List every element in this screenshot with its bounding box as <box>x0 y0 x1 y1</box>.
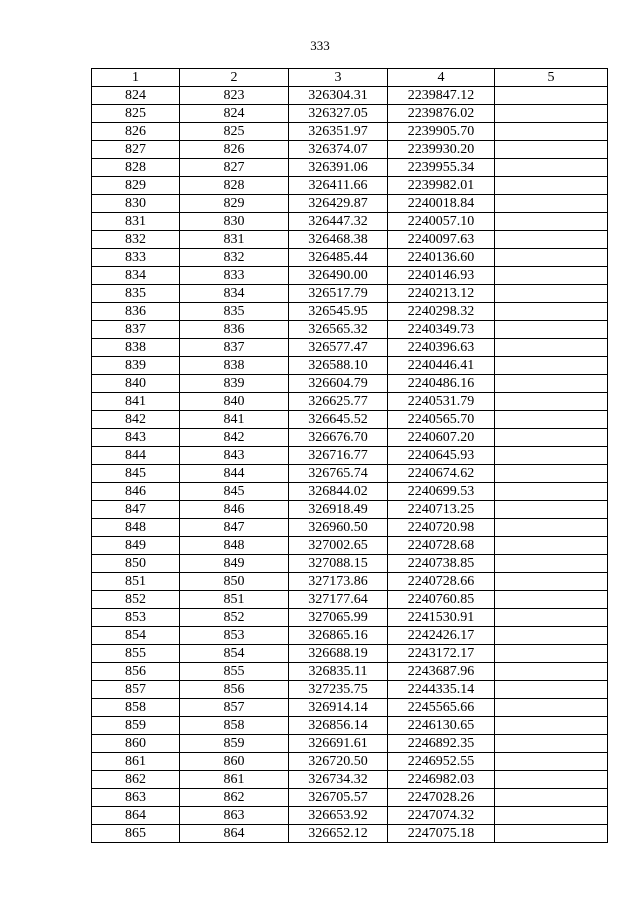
table-cell-col-2: 860 <box>180 753 289 771</box>
table-cell-col-4: 2240760.85 <box>388 591 495 609</box>
table-row <box>92 699 608 717</box>
table-cell-col-2: 826 <box>180 141 289 159</box>
table-cell-col-1: 862 <box>92 771 180 789</box>
table-cell-col-1: 826 <box>92 123 180 141</box>
table-cell-col-1: 840 <box>92 375 180 393</box>
table-cell-col-5 <box>495 231 608 249</box>
table-cell-col-2: 855 <box>180 663 289 681</box>
table-cell-col-5 <box>495 447 608 465</box>
column-header-5: 5 <box>495 69 608 87</box>
table-cell-col-2: 852 <box>180 609 289 627</box>
table-cell-col-4: 2240446.41 <box>388 357 495 375</box>
table-cell-col-2: 827 <box>180 159 289 177</box>
table-row <box>92 717 608 735</box>
table-cell-col-1: 828 <box>92 159 180 177</box>
table-cell-col-5 <box>495 537 608 555</box>
table-row <box>92 177 608 195</box>
table-cell-col-5 <box>495 303 608 321</box>
table-cell-col-3: 326429.87 <box>289 195 388 213</box>
table-cell-col-4: 2246982.03 <box>388 771 495 789</box>
table-cell-col-2: 845 <box>180 483 289 501</box>
table-cell-col-1: 831 <box>92 213 180 231</box>
table-cell-col-3: 326835.11 <box>289 663 388 681</box>
table-cell-col-3: 327173.86 <box>289 573 388 591</box>
table-cell-col-3: 326688.19 <box>289 645 388 663</box>
table-cell-col-2: 846 <box>180 501 289 519</box>
table-cell-col-4: 2240738.85 <box>388 555 495 573</box>
table-cell-col-5 <box>495 249 608 267</box>
table-cell-col-4: 2240097.63 <box>388 231 495 249</box>
table-cell-col-4: 2240531.79 <box>388 393 495 411</box>
table-cell-col-4: 2246130.65 <box>388 717 495 735</box>
table-cell-col-2: 853 <box>180 627 289 645</box>
table-cell-col-1: 842 <box>92 411 180 429</box>
table-cell-col-5 <box>495 87 608 105</box>
table-cell-col-3: 326960.50 <box>289 519 388 537</box>
table-cell-col-3: 326716.77 <box>289 447 388 465</box>
coordinates-table <box>91 68 608 843</box>
table-row <box>92 591 608 609</box>
table-cell-col-3: 326653.92 <box>289 807 388 825</box>
table-cell-col-5 <box>495 555 608 573</box>
table-row <box>92 465 608 483</box>
table-cell-col-4: 2240349.73 <box>388 321 495 339</box>
table-row <box>92 195 608 213</box>
table-row <box>92 267 608 285</box>
table-row <box>92 411 608 429</box>
table-cell-col-2: 823 <box>180 87 289 105</box>
table-cell-col-2: 829 <box>180 195 289 213</box>
table-cell-col-1: 865 <box>92 825 180 843</box>
table-cell-col-1: 843 <box>92 429 180 447</box>
table-cell-col-1: 825 <box>92 105 180 123</box>
table-cell-col-4: 2239982.01 <box>388 177 495 195</box>
table-cell-col-5 <box>495 321 608 339</box>
table-cell-col-5 <box>495 195 608 213</box>
table-cell-col-2: 857 <box>180 699 289 717</box>
table-row <box>92 87 608 105</box>
table-cell-col-2: 824 <box>180 105 289 123</box>
table-row <box>92 429 608 447</box>
table-cell-col-1: 829 <box>92 177 180 195</box>
table-cell-col-3: 326676.70 <box>289 429 388 447</box>
table-row <box>92 519 608 537</box>
table-cell-col-2: 828 <box>180 177 289 195</box>
table-row <box>92 663 608 681</box>
column-header-3: 3 <box>289 69 388 87</box>
table-cell-col-2: 847 <box>180 519 289 537</box>
table-cell-col-5 <box>495 357 608 375</box>
table-cell-col-5 <box>495 573 608 591</box>
table-cell-col-4: 2240213.12 <box>388 285 495 303</box>
table-row <box>92 213 608 231</box>
table-cell-col-2: 849 <box>180 555 289 573</box>
table-cell-col-1: 847 <box>92 501 180 519</box>
table-cell-col-1: 855 <box>92 645 180 663</box>
table-cell-col-2: 862 <box>180 789 289 807</box>
table-cell-col-2: 833 <box>180 267 289 285</box>
table-cell-col-2: 854 <box>180 645 289 663</box>
table-cell-col-5 <box>495 699 608 717</box>
table-cell-col-1: 853 <box>92 609 180 627</box>
table-cell-col-1: 832 <box>92 231 180 249</box>
table-cell-col-5 <box>495 429 608 447</box>
table-cell-col-4: 2243172.17 <box>388 645 495 663</box>
table-cell-col-5 <box>495 717 608 735</box>
table-row <box>92 807 608 825</box>
table-row <box>92 573 608 591</box>
table-row <box>92 141 608 159</box>
table-cell-col-2: 864 <box>180 825 289 843</box>
table-cell-col-1: 844 <box>92 447 180 465</box>
table-cell-col-3: 326691.61 <box>289 735 388 753</box>
table-cell-col-4: 2240645.93 <box>388 447 495 465</box>
table-cell-col-1: 851 <box>92 573 180 591</box>
table-cell-col-5 <box>495 789 608 807</box>
table-cell-col-3: 327065.99 <box>289 609 388 627</box>
table-cell-col-2: 840 <box>180 393 289 411</box>
table-cell-col-2: 836 <box>180 321 289 339</box>
table-cell-col-5 <box>495 825 608 843</box>
table-cell-col-3: 326865.16 <box>289 627 388 645</box>
table-cell-col-1: 830 <box>92 195 180 213</box>
table-cell-col-5 <box>495 411 608 429</box>
table-cell-col-3: 326565.32 <box>289 321 388 339</box>
table-cell-col-5 <box>495 645 608 663</box>
table-cell-col-5 <box>495 267 608 285</box>
table-row <box>92 375 608 393</box>
table-row <box>92 825 608 843</box>
table-cell-col-5 <box>495 609 608 627</box>
table-cell-col-1: 837 <box>92 321 180 339</box>
table-row <box>92 771 608 789</box>
table-cell-col-2: 851 <box>180 591 289 609</box>
table-row <box>92 105 608 123</box>
table-cell-col-3: 326914.14 <box>289 699 388 717</box>
table-cell-col-2: 856 <box>180 681 289 699</box>
table-cell-col-4: 2239847.12 <box>388 87 495 105</box>
table-row <box>92 555 608 573</box>
table-cell-col-3: 326577.47 <box>289 339 388 357</box>
table-cell-col-4: 2240728.66 <box>388 573 495 591</box>
table-cell-col-5 <box>495 771 608 789</box>
table-cell-col-3: 326652.12 <box>289 825 388 843</box>
table-cell-col-2: 839 <box>180 375 289 393</box>
table-cell-col-3: 326625.77 <box>289 393 388 411</box>
table-cell-col-5 <box>495 519 608 537</box>
table-cell-col-2: 844 <box>180 465 289 483</box>
table-cell-col-4: 2240720.98 <box>388 519 495 537</box>
table-cell-col-3: 326604.79 <box>289 375 388 393</box>
table-row <box>92 501 608 519</box>
table-row <box>92 627 608 645</box>
table-cell-col-5 <box>495 393 608 411</box>
table-cell-col-4: 2247028.26 <box>388 789 495 807</box>
table-cell-col-1: 858 <box>92 699 180 717</box>
table-cell-col-3: 326391.06 <box>289 159 388 177</box>
table-row <box>92 393 608 411</box>
table-row <box>92 753 608 771</box>
table-cell-col-5 <box>495 591 608 609</box>
table-cell-col-3: 326705.57 <box>289 789 388 807</box>
table-cell-col-4: 2246952.55 <box>388 753 495 771</box>
table-row <box>92 321 608 339</box>
table-cell-col-4: 2245565.66 <box>388 699 495 717</box>
table-cell-col-1: 833 <box>92 249 180 267</box>
table-cell-col-5 <box>495 465 608 483</box>
table-cell-col-3: 326588.10 <box>289 357 388 375</box>
table-cell-col-5 <box>495 123 608 141</box>
table-cell-col-4: 2240396.63 <box>388 339 495 357</box>
table-cell-col-5 <box>495 375 608 393</box>
table-cell-col-1: 838 <box>92 339 180 357</box>
table-cell-col-4: 2241530.91 <box>388 609 495 627</box>
table-cell-col-5 <box>495 681 608 699</box>
table-cell-col-3: 326411.66 <box>289 177 388 195</box>
table-cell-col-4: 2240057.10 <box>388 213 495 231</box>
table-cell-col-5 <box>495 483 608 501</box>
table-cell-col-1: 850 <box>92 555 180 573</box>
table-cell-col-2: 859 <box>180 735 289 753</box>
table-cell-col-3: 326490.00 <box>289 267 388 285</box>
table-cell-col-2: 842 <box>180 429 289 447</box>
column-header-1: 1 <box>92 69 180 87</box>
table-cell-col-3: 327177.64 <box>289 591 388 609</box>
table-row <box>92 123 608 141</box>
table-cell-col-1: 824 <box>92 87 180 105</box>
table-cell-col-2: 863 <box>180 807 289 825</box>
table-cell-col-3: 327002.65 <box>289 537 388 555</box>
table-cell-col-1: 836 <box>92 303 180 321</box>
table-cell-col-4: 2240565.70 <box>388 411 495 429</box>
column-header-2: 2 <box>180 69 289 87</box>
table-cell-col-4: 2240486.16 <box>388 375 495 393</box>
table-row <box>92 609 608 627</box>
table-cell-col-4: 2239876.02 <box>388 105 495 123</box>
table-cell-col-1: 854 <box>92 627 180 645</box>
table-cell-col-4: 2247074.32 <box>388 807 495 825</box>
table-cell-col-3: 327088.15 <box>289 555 388 573</box>
table-cell-col-4: 2240146.93 <box>388 267 495 285</box>
table-cell-col-5 <box>495 807 608 825</box>
table-cell-col-3: 326765.74 <box>289 465 388 483</box>
table-cell-col-5 <box>495 663 608 681</box>
table-cell-col-4: 2240136.60 <box>388 249 495 267</box>
table-cell-col-2: 830 <box>180 213 289 231</box>
table-cell-col-5 <box>495 501 608 519</box>
table-cell-col-5 <box>495 141 608 159</box>
table-cell-col-4: 2240699.53 <box>388 483 495 501</box>
table-cell-col-1: 864 <box>92 807 180 825</box>
table-cell-col-4: 2240674.62 <box>388 465 495 483</box>
table-cell-col-1: 860 <box>92 735 180 753</box>
table-cell-col-5 <box>495 339 608 357</box>
table-cell-col-3: 327235.75 <box>289 681 388 699</box>
table-cell-col-3: 326545.95 <box>289 303 388 321</box>
table-cell-col-3: 326351.97 <box>289 123 388 141</box>
table-cell-col-2: 858 <box>180 717 289 735</box>
table-header-row <box>92 69 608 87</box>
table-row <box>92 537 608 555</box>
table-cell-col-4: 2240607.20 <box>388 429 495 447</box>
table-cell-col-3: 326720.50 <box>289 753 388 771</box>
table-cell-col-5 <box>495 735 608 753</box>
table-cell-col-1: 839 <box>92 357 180 375</box>
table-cell-col-1: 841 <box>92 393 180 411</box>
table-row <box>92 645 608 663</box>
table-cell-col-3: 326734.32 <box>289 771 388 789</box>
table-cell-col-2: 850 <box>180 573 289 591</box>
table-cell-col-4: 2242426.17 <box>388 627 495 645</box>
table-cell-col-2: 825 <box>180 123 289 141</box>
table-cell-col-4: 2240728.68 <box>388 537 495 555</box>
table-row <box>92 231 608 249</box>
table-cell-col-5 <box>495 213 608 231</box>
table-cell-col-1: 834 <box>92 267 180 285</box>
table-cell-col-2: 848 <box>180 537 289 555</box>
table-cell-col-3: 326468.38 <box>289 231 388 249</box>
table-cell-col-2: 837 <box>180 339 289 357</box>
table-row <box>92 303 608 321</box>
table-cell-col-1: 846 <box>92 483 180 501</box>
table-cell-col-1: 848 <box>92 519 180 537</box>
table-row <box>92 681 608 699</box>
table-cell-col-2: 861 <box>180 771 289 789</box>
table-cell-col-4: 2246892.35 <box>388 735 495 753</box>
table-row <box>92 249 608 267</box>
table-row <box>92 483 608 501</box>
table-cell-col-5 <box>495 627 608 645</box>
table-cell-col-1: 859 <box>92 717 180 735</box>
table-row <box>92 357 608 375</box>
column-header-4: 4 <box>388 69 495 87</box>
table-cell-col-3: 326918.49 <box>289 501 388 519</box>
table-cell-col-3: 326447.32 <box>289 213 388 231</box>
table-cell-col-1: 845 <box>92 465 180 483</box>
table-cell-col-3: 326374.07 <box>289 141 388 159</box>
table-cell-col-1: 849 <box>92 537 180 555</box>
table-cell-col-5 <box>495 159 608 177</box>
table-cell-col-5 <box>495 753 608 771</box>
table-cell-col-4: 2244335.14 <box>388 681 495 699</box>
table-cell-col-2: 843 <box>180 447 289 465</box>
table-cell-col-2: 831 <box>180 231 289 249</box>
table-cell-col-2: 838 <box>180 357 289 375</box>
table-cell-col-3: 326517.79 <box>289 285 388 303</box>
table-cell-col-4: 2240018.84 <box>388 195 495 213</box>
table-body <box>92 87 608 843</box>
table-cell-col-1: 827 <box>92 141 180 159</box>
table-row <box>92 789 608 807</box>
table-cell-col-1: 852 <box>92 591 180 609</box>
table-cell-col-1: 835 <box>92 285 180 303</box>
table-cell-col-1: 856 <box>92 663 180 681</box>
table-cell-col-3: 326485.44 <box>289 249 388 267</box>
table-cell-col-4: 2239955.34 <box>388 159 495 177</box>
table-cell-col-2: 832 <box>180 249 289 267</box>
table-cell-col-5 <box>495 105 608 123</box>
table-cell-col-2: 841 <box>180 411 289 429</box>
table-cell-col-3: 326327.05 <box>289 105 388 123</box>
table-cell-col-4: 2243687.96 <box>388 663 495 681</box>
page-number: 333 <box>310 38 330 53</box>
table-cell-col-1: 861 <box>92 753 180 771</box>
table-cell-col-5 <box>495 285 608 303</box>
table-cell-col-3: 326844.02 <box>289 483 388 501</box>
table-row <box>92 339 608 357</box>
table-cell-col-2: 834 <box>180 285 289 303</box>
table-cell-col-3: 326645.52 <box>289 411 388 429</box>
table-cell-col-4: 2239930.20 <box>388 141 495 159</box>
table-row <box>92 447 608 465</box>
table-cell-col-4: 2239905.70 <box>388 123 495 141</box>
table-cell-col-2: 835 <box>180 303 289 321</box>
table-cell-col-1: 863 <box>92 789 180 807</box>
table-row <box>92 159 608 177</box>
table-row <box>92 285 608 303</box>
table-row <box>92 735 608 753</box>
table-cell-col-4: 2240713.25 <box>388 501 495 519</box>
table-cell-col-1: 857 <box>92 681 180 699</box>
table-cell-col-5 <box>495 177 608 195</box>
table-cell-col-4: 2247075.18 <box>388 825 495 843</box>
table-cell-col-3: 326856.14 <box>289 717 388 735</box>
table-cell-col-4: 2240298.32 <box>388 303 495 321</box>
table-cell-col-3: 326304.31 <box>289 87 388 105</box>
